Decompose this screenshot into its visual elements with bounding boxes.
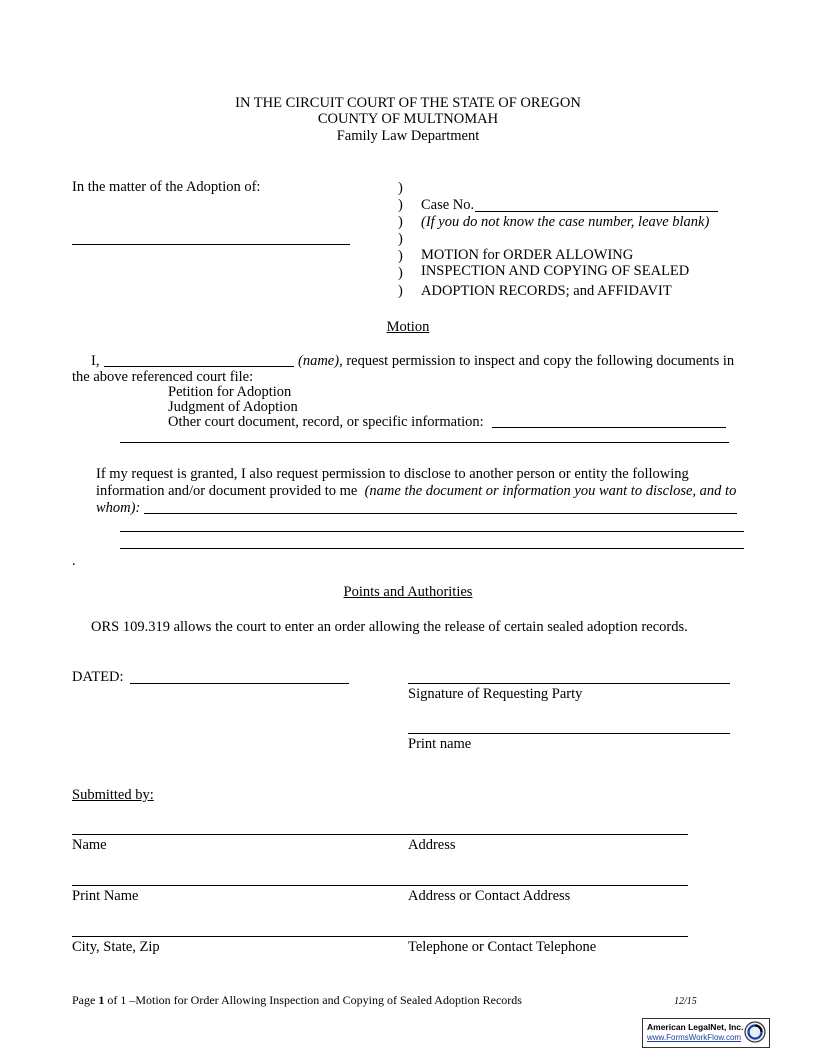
caption-paren: ) [398, 214, 403, 230]
other-document-line[interactable] [492, 427, 726, 428]
case-no-note: (If you do not know the case number, leave blank) [421, 214, 710, 230]
motion-title-line-2: INSPECTION AND COPYING OF SEALED [421, 263, 690, 279]
city-telephone-line[interactable] [72, 936, 688, 937]
requester-name-line[interactable] [104, 366, 294, 367]
county-name: COUNTY OF MULTNOMAH [317, 111, 499, 127]
name-address-line[interactable] [72, 834, 688, 835]
document-item: Petition for Adoption [168, 384, 292, 400]
stray-period: . [72, 553, 76, 569]
other-document-line-2[interactable] [120, 442, 729, 443]
dated-label: DATED: [72, 669, 124, 685]
disclose-whom-label: whom): [96, 500, 141, 516]
caption-paren: ) [398, 180, 403, 196]
american-legalnet-logo[interactable] [642, 1018, 770, 1048]
i-label: I, [91, 353, 100, 369]
caption-paren: ) [398, 248, 403, 264]
city-state-zip-label: City, State, Zip [72, 939, 160, 955]
caption-paren: ) [398, 197, 403, 213]
dated-line[interactable] [130, 683, 349, 684]
telephone-label: Telephone or Contact Telephone [408, 939, 597, 955]
disclose-line-b[interactable] [120, 531, 744, 532]
caption-paren: ) [398, 265, 403, 281]
document-item: Judgment of Adoption [168, 399, 298, 415]
revision-date: 12/15 [674, 996, 697, 1007]
court-name: IN THE CIRCUIT COURT OF THE STATE OF OREGON [235, 95, 581, 111]
print-name-label: Print name [408, 736, 472, 752]
caption-paren: ) [398, 231, 403, 247]
caption-paren: ) [398, 283, 403, 299]
motion-title-line-3: ADOPTION RECORDS; and AFFIDAVIT [421, 283, 672, 299]
print-name-line[interactable] [408, 733, 730, 734]
logo-website-link[interactable]: www.FormsWorkFlow.com [647, 1033, 742, 1042]
contact-address-label: Address or Contact Address [408, 888, 571, 904]
print-name-field-label: Print Name [72, 888, 139, 904]
signature-label: Signature of Requesting Party [408, 686, 583, 702]
points-heading: Points and Authorities [343, 584, 473, 600]
request-sentence-cont: the above referenced court file: [72, 369, 254, 385]
globe-icon [744, 1021, 766, 1043]
submitted-by-heading: Submitted by: [72, 787, 154, 803]
motion-heading: Motion [386, 319, 430, 335]
disclose-line-c[interactable] [120, 548, 744, 549]
disclose-line-a[interactable] [144, 513, 737, 514]
disclose-line-2: information and/or document provided to me (name the document or information you want to disclose, and to [96, 483, 737, 499]
matter-label: In the matter of the Adoption of: [72, 179, 261, 195]
adoptee-name-line[interactable] [72, 244, 350, 245]
name-label: Name [72, 837, 107, 853]
page-footer: Page 1 of 1 –Motion for Order Allowing Inspection and Copying of Sealed Adoption Records [72, 993, 522, 1007]
logo-company-name: American LegalNet, Inc. [647, 1022, 744, 1032]
signature-line[interactable] [408, 683, 730, 684]
disclose-line-1: If my request is granted, I also request permission to disclose to another person or entity the following [96, 466, 689, 482]
case-no-line[interactable] [475, 211, 718, 212]
motion-title-line-1: MOTION for ORDER ALLOWING [421, 247, 634, 263]
other-document-label: Other court document, record, or specific information: [168, 414, 484, 430]
address-label: Address [408, 837, 456, 853]
case-no-label: Case No. [421, 197, 475, 213]
points-text: ORS 109.319 allows the court to enter an order allowing the release of certain sealed adoption records. [91, 619, 688, 635]
department-name: Family Law Department [336, 128, 480, 144]
print-name-contact-line[interactable] [72, 885, 688, 886]
request-sentence: (name), request permission to inspect and copy the following documents in [298, 353, 735, 369]
